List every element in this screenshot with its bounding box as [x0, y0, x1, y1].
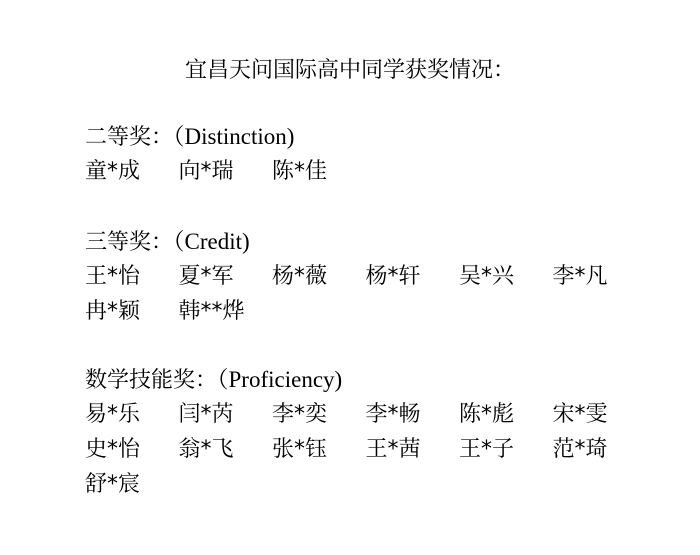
student-name: 王*茜 [365, 437, 421, 462]
student-name: 韩**烨 [178, 299, 245, 324]
award-label-en: （Credit) [173, 229, 250, 254]
student-name: 王*怡 [85, 264, 141, 289]
award-label: 三等奖： [85, 230, 174, 255]
student-name: 王*子 [459, 437, 515, 462]
credit-section [85, 225, 685, 329]
student-name: 李*奕 [272, 402, 328, 427]
award-label: 数学技能奖： [85, 368, 218, 393]
student-name: 宋*雯 [552, 402, 608, 427]
award-label-en: （Distinction) [173, 124, 295, 149]
page-title: 宜昌天问国际高中同学获奖情况： [184, 58, 515, 83]
names-list [85, 259, 685, 329]
section-heading [85, 363, 685, 397]
student-name: 冉*颖 [85, 299, 141, 324]
student-name: 舒*宸 [85, 472, 141, 497]
student-name: 吴*兴 [459, 264, 515, 289]
student-name: 范*琦 [552, 437, 608, 462]
student-name: 易*乐 [85, 402, 141, 427]
student-name: 陈*彪 [459, 402, 515, 427]
proficiency-section [85, 363, 685, 502]
student-name: 杨*薇 [272, 264, 328, 289]
student-name: 史*怡 [85, 437, 141, 462]
section-heading [85, 225, 685, 259]
student-name: 童*成 [85, 159, 141, 184]
award-label-en: （Proficiency) [217, 367, 343, 392]
student-name: 李*凡 [552, 264, 608, 289]
names-list [85, 397, 685, 502]
student-name: 陈*佳 [272, 159, 328, 184]
student-name: 闫*芮 [178, 402, 234, 427]
award-label: 二等奖： [85, 125, 174, 150]
names-list [85, 154, 685, 189]
student-name: 李*畅 [365, 402, 421, 427]
student-name: 张*钰 [272, 437, 328, 462]
student-name: 翁*飞 [178, 437, 234, 462]
section-heading [85, 120, 685, 154]
student-name: 夏*军 [178, 264, 234, 289]
distinction-section [85, 120, 685, 189]
student-name: 向*瑞 [178, 159, 234, 184]
student-name: 杨*轩 [365, 264, 421, 289]
